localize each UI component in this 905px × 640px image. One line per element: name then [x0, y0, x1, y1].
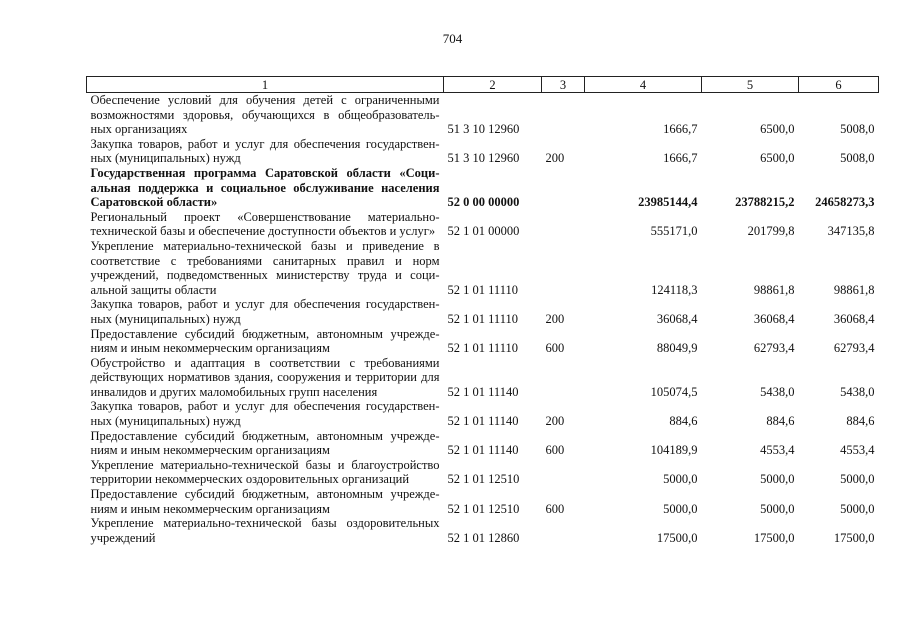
row-name: Закупка товаров, работ и услуг для обеспечения государствен- ных (муниципальных) нужд: [90, 399, 440, 429]
table-row: [87, 297, 879, 326]
row-name: Укрепление материально-технической базы и приведение в соответствие с требованиями санитарных правил и норм учреждений, подведомственных министерству труда и соци- альной защиты области: [90, 238, 440, 297]
row-value-col4: 884,6: [669, 414, 698, 429]
row-value-col4: 23985144,4: [638, 195, 698, 210]
table-row: [87, 327, 879, 356]
table-row: [87, 487, 879, 516]
row-value-col6: 5000,0: [840, 472, 875, 487]
table-row: [87, 399, 879, 428]
row-value-col6: 62793,4: [833, 341, 875, 356]
row-value-col6: 5008,0: [840, 122, 875, 137]
row-expense-type: [542, 356, 585, 400]
row-value-col5: 884,6: [766, 414, 795, 429]
row-name: Укрепление материально-технической базы оздоровительных учреждений: [90, 516, 440, 545]
row-value-col5: 23788215,2: [735, 195, 795, 210]
row-value-col6: 98861,8: [833, 282, 875, 297]
row-value-col5: 6500,0: [760, 122, 795, 137]
table-row: [87, 210, 879, 239]
row-value-col4: 1666,7: [663, 122, 698, 137]
row-value-col4: 124118,3: [651, 282, 698, 297]
table-body: [87, 93, 879, 546]
column-header: 3: [542, 77, 585, 93]
row-value-col5: 62793,4: [753, 341, 795, 356]
row-code: 52 0 00 00000: [447, 195, 520, 210]
row-value-col6: 17500,0: [833, 530, 875, 545]
row-value-col6: 5000,0: [840, 501, 875, 516]
column-header: 5: [702, 77, 799, 93]
row-value-col4: 104189,9: [650, 443, 698, 458]
row-value-col4: 36068,4: [656, 311, 698, 326]
table-header-row: [87, 77, 879, 93]
row-expense-type: [542, 516, 585, 545]
row-code: 52 1 01 11110: [447, 311, 518, 326]
row-expense-type: [542, 166, 585, 210]
budget-table: [86, 76, 879, 545]
table-row: [87, 239, 879, 297]
row-name: Предоставление субсидий бюджетным, автономным учрежде- ниям и иным некоммерческим организациям: [90, 326, 440, 356]
row-value-col6: 347135,8: [827, 224, 875, 239]
row-expense-type: [542, 93, 585, 137]
row-value-col4: 17500,0: [656, 530, 698, 545]
row-name: Государственная программа Саратовской области «Соци- альная поддержка и социальное обслуживание населения Саратовской области»: [90, 165, 440, 210]
row-code: 52 1 01 11140: [447, 414, 519, 429]
row-value-col5: 98861,8: [753, 282, 795, 297]
row-value-col4: 5000,0: [663, 501, 698, 516]
row-value-col4: 555171,0: [650, 224, 698, 239]
row-value-col4: 105074,5: [650, 384, 698, 399]
table-row: [87, 137, 879, 166]
row-expense-type: 200: [545, 151, 565, 166]
row-value-col4: 88049,9: [656, 341, 698, 356]
row-name: Предоставление субсидий бюджетным, автономным учрежде- ниям и иным некоммерческим организациям: [90, 487, 440, 516]
row-value-col6: 36068,4: [833, 311, 875, 326]
row-code: 51 3 10 12960: [447, 122, 520, 137]
row-code: 51 3 10 12960: [447, 151, 520, 166]
row-value-col6: 24658273,3: [815, 195, 875, 210]
row-value-col5: 17500,0: [753, 530, 795, 545]
row-name: Укрепление материально-технической базы и благоустройство территории некоммерческих оздоровительных организаций: [90, 457, 440, 487]
row-value-col5: 6500,0: [760, 151, 795, 166]
row-code: 52 1 01 11110: [447, 282, 518, 297]
row-code: 52 1 01 12860: [447, 530, 520, 545]
row-code: 52 1 01 11140: [447, 384, 519, 399]
row-value-col5: 5000,0: [760, 472, 795, 487]
table-row: [87, 429, 879, 458]
row-name: Закупка товаров, работ и услуг для обеспечения государствен- ных (муниципальных) нужд: [90, 297, 440, 326]
table-row: [87, 356, 879, 400]
row-code: 52 1 01 00000: [447, 224, 520, 239]
row-value-col5: 36068,4: [753, 311, 795, 326]
column-header: 4: [585, 77, 702, 93]
row-value-col5: 201799,8: [747, 224, 795, 239]
row-value-col5: 5000,0: [760, 501, 795, 516]
row-name: Закупка товаров, работ и услуг для обеспечения государствен- ных (муниципальных) нужд: [90, 136, 440, 166]
row-expense-type: 200: [545, 311, 565, 326]
row-code: 52 1 01 11140: [447, 443, 519, 458]
row-expense-type: 200: [545, 414, 565, 429]
row-value-col6: 884,6: [846, 414, 875, 429]
column-header: 6: [799, 77, 879, 93]
row-name: Обустройство и адаптация в соответствии с требованиями действующих нормативов здания, сооружения и территории для инвалидов и других маломобильных групп населения: [90, 355, 440, 399]
table-row: [87, 93, 879, 137]
table-row: [87, 458, 879, 487]
column-header: 2: [444, 77, 542, 93]
row-code: 52 1 01 12510: [447, 472, 520, 487]
row-value-col5: 5438,0: [760, 384, 795, 399]
row-expense-type: 600: [545, 501, 565, 516]
column-header: 1: [87, 77, 444, 93]
table-row: [87, 166, 879, 210]
row-expense-type: [542, 239, 585, 297]
row-value-col6: 5008,0: [840, 151, 875, 166]
row-value-col5: 4553,4: [760, 443, 795, 458]
row-expense-type: 600: [545, 443, 565, 458]
row-code: 52 1 01 11110: [447, 341, 518, 356]
row-name: Предоставление субсидий бюджетным, автономным учрежде- ниям и иным некоммерческим организациям: [90, 428, 440, 458]
page-number: 704: [442, 31, 463, 46]
row-value-col6: 4553,4: [840, 443, 875, 458]
table-row: [87, 516, 879, 545]
row-name: Региональный проект «Совершенствование материально- технической базы и обеспечение доступности объектов и услуг»: [90, 209, 440, 239]
row-expense-type: 600: [545, 341, 565, 356]
row-expense-type: [542, 210, 585, 239]
row-value-col6: 5438,0: [840, 384, 875, 399]
row-expense-type: [542, 458, 585, 487]
row-code: 52 1 01 12510: [447, 501, 520, 516]
row-name: Обеспечение условий для обучения детей с ограниченными возможностями здоровья, обучающихся в общеобразователь- ных организациях: [90, 93, 440, 137]
row-value-col4: 1666,7: [663, 151, 698, 166]
row-value-col4: 5000,0: [663, 472, 698, 487]
